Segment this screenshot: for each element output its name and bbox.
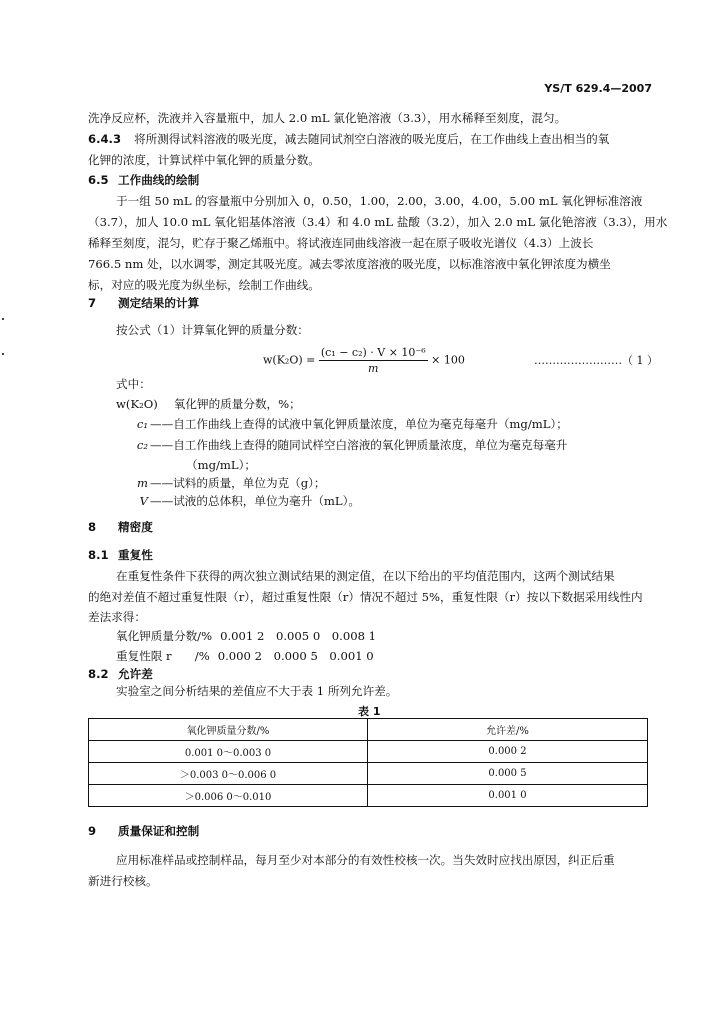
formula-number: ……………………（ 1 ） bbox=[534, 354, 658, 367]
clause-number: 9 bbox=[88, 824, 97, 838]
formula-multiplier: × 100 bbox=[431, 353, 465, 367]
definition-c1 bbox=[110, 419, 568, 431]
definition-text: ——试料的质量，单位为克（g）； bbox=[150, 476, 326, 490]
heading-7 bbox=[88, 298, 199, 310]
table-row bbox=[89, 763, 648, 785]
standard-code: YS/T 629.4—2007 bbox=[544, 82, 652, 95]
paragraph-line: 的绝对差值不超过重复性限（r），超过重复性限（r）情况不超过 5%，重复性限（r）按以下数据采用线性内 bbox=[88, 590, 643, 604]
symbol: V bbox=[139, 494, 148, 508]
definition-w bbox=[116, 399, 301, 411]
definition-text: （mg/mL）； bbox=[186, 458, 256, 472]
column-header: 允许差/% bbox=[368, 719, 648, 741]
data-row-repeatability bbox=[116, 651, 374, 663]
definition-text: 氧化钾的质量分数，%； bbox=[173, 397, 301, 411]
row-values: 0.001 2 0.005 0 0.008 1 bbox=[220, 629, 377, 643]
paragraph-line: 差法求得： bbox=[88, 610, 146, 624]
clause-number: 7 bbox=[88, 296, 97, 310]
heading-title: 重复性 bbox=[118, 548, 153, 562]
definition-c2 bbox=[110, 440, 567, 452]
symbol: w(K₂O) bbox=[116, 397, 158, 411]
paragraph-line: 实验室之间分析结果的差值应不大于表 1 所列允许差。 bbox=[116, 684, 398, 698]
formula-fraction bbox=[319, 346, 428, 375]
heading-title: 允许差 bbox=[118, 667, 153, 681]
formula-lhs: w(K₂O) = bbox=[263, 353, 316, 367]
paragraph-line: 洗净反应杯，洗液并入容量瓶中，加人 2.0 mL 氯化铯溶液（3.3），用水稀释至刻度，混匀。 bbox=[88, 111, 567, 125]
row-label: 重复性限 r /% bbox=[116, 649, 210, 663]
formula-numerator: (c₁ − c₂) · V × 10⁻⁶ bbox=[320, 346, 426, 359]
table-caption: 表 1 bbox=[358, 705, 381, 718]
clause-number: 8.2 bbox=[88, 667, 109, 681]
heading-8-1 bbox=[88, 550, 153, 562]
row-label: 氧化钾质量分数/% bbox=[116, 629, 213, 643]
heading-title: 测定结果的计算 bbox=[118, 296, 200, 310]
scan-speck bbox=[2, 318, 4, 320]
table-cell: ＞0.003 0～0.006 0 bbox=[89, 763, 368, 785]
formula-1 bbox=[263, 346, 465, 375]
scan-speck bbox=[2, 353, 4, 355]
data-row-mass-fraction bbox=[116, 631, 376, 643]
paragraph-line: 在重复性条件下获得的两次独立测试结果的测定值，在以下给出的平均值范围内，这两个测试结果 bbox=[116, 569, 615, 583]
paragraph-line: 766.5 nm 处，以水调零，测定其吸光度。减去零浓度溶液的吸光度，以标准溶液中氧化钾浓度为横坐 bbox=[88, 257, 611, 271]
table-cell: 0.001 0 bbox=[368, 785, 648, 807]
table-header-row bbox=[89, 719, 648, 741]
table-cell: ＞0.006 0～0.010 bbox=[89, 785, 368, 807]
paragraph-line: 将所测得试料溶液的吸光度，减去随同试剂空白溶液的吸光度后，在工作曲线上查出相当的氧 bbox=[134, 132, 610, 146]
definition-text: ——自工作曲线上查得的试液中氧化钾质量浓度，单位为毫克每毫升（mg/mL）； bbox=[150, 417, 568, 431]
column-header: 氧化钾质量分数/% bbox=[89, 719, 368, 741]
clause-6-4-3 bbox=[88, 134, 609, 146]
clause-number: 6.5 bbox=[88, 173, 109, 187]
paragraph-line: 式中： bbox=[116, 377, 151, 391]
heading-title: 工作曲线的绘制 bbox=[118, 173, 200, 187]
table-cell: 0.000 5 bbox=[368, 763, 648, 785]
row-values: 0.000 2 0.000 5 0.001 0 bbox=[217, 649, 374, 663]
paragraph-line: （3.7），加人 10.0 mL 氧化铝基体溶液（3.4）和 4.0 mL 盐酸（3.2），加入 2.0 mL 氯化铯溶液（3.3），用水 bbox=[88, 215, 668, 229]
table-row bbox=[89, 741, 648, 763]
paragraph-line: 化钾的浓度，计算试样中氧化钾的质量分数。 bbox=[88, 153, 320, 167]
symbol: c₁ bbox=[136, 417, 148, 431]
symbol: m bbox=[137, 476, 148, 490]
heading-9 bbox=[88, 826, 199, 838]
paragraph-line: 应用标准样品或控制样品，每月至少对本部分的有效性校核一次。当失效时应找出原因，纠正后重 bbox=[116, 853, 615, 867]
definition-v bbox=[110, 496, 360, 508]
paragraph-line: 标，对应的吸光度为纵坐标，绘制工作曲线。 bbox=[88, 278, 320, 292]
heading-8 bbox=[88, 522, 153, 534]
heading-8-2 bbox=[88, 669, 153, 681]
paragraph-line: 新进行校核。 bbox=[88, 874, 158, 888]
clause-number: 8.1 bbox=[88, 548, 109, 562]
table-1 bbox=[88, 718, 648, 807]
symbol: c₂ bbox=[136, 438, 148, 452]
heading-title: 精密度 bbox=[118, 520, 153, 534]
definition-text: ——试液的总体积，单位为毫升（mL）。 bbox=[150, 494, 360, 508]
table-row bbox=[89, 785, 648, 807]
clause-number: 8 bbox=[88, 520, 97, 534]
definition-m bbox=[110, 478, 326, 490]
paragraph-line: 于一组 50 mL 的容量瓶中分别加入 0，0.50，1.00，2.00，3.00，4.00，5.00 mL 氧化钾标准溶液 bbox=[116, 194, 643, 208]
heading-title: 质量保证和控制 bbox=[118, 824, 200, 838]
clause-number: 6.4.3 bbox=[88, 132, 122, 146]
definition-text: ——自工作曲线上查得的随同试样空白溶液的氧化钾质量浓度，单位为毫克每毫升 bbox=[150, 438, 568, 452]
paragraph-line: 稀释至刻度，混匀，贮存于聚乙烯瓶中。将试液连同曲线溶液一起在原子吸收光谱仪（4.3）上波长 bbox=[88, 236, 594, 250]
heading-6-5 bbox=[88, 175, 199, 187]
table-cell: 0.000 2 bbox=[368, 741, 648, 763]
table-cell: 0.001 0～0.003 0 bbox=[89, 741, 368, 763]
paragraph-line: 按公式（1）计算氧化钾的质量分数： bbox=[116, 323, 309, 337]
formula-denominator: m bbox=[368, 362, 379, 375]
